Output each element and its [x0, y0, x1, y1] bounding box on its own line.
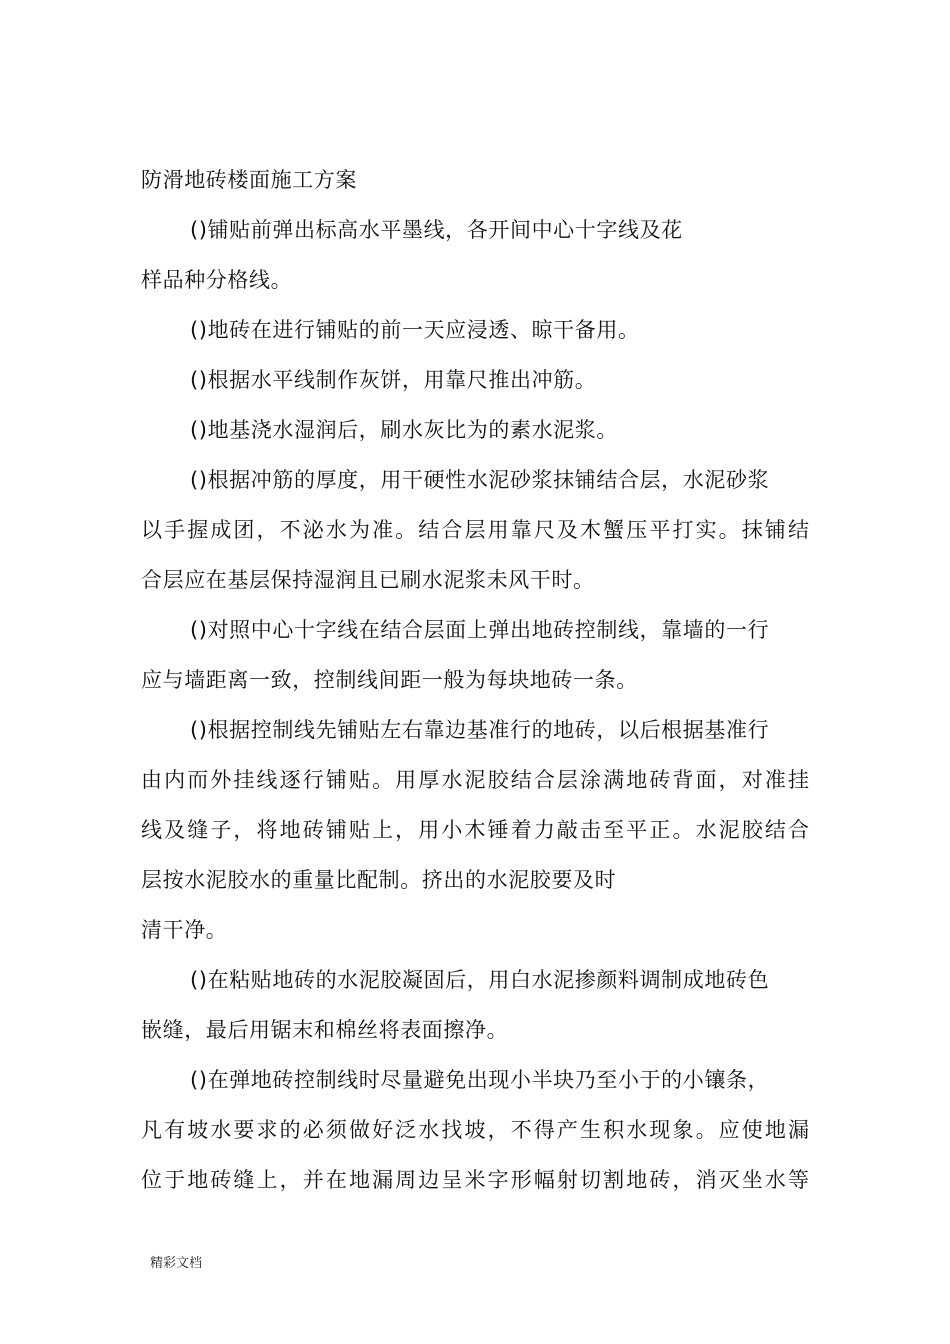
paragraph-line: 清干净。	[141, 918, 228, 942]
paragraph-line: ()对照中心十字线在结合层面上弹出地砖控制线，靠墙的一行	[190, 618, 770, 642]
paragraph-line: ()铺贴前弹出标高水平墨线，各开间中心十字线及花	[190, 218, 683, 242]
paragraph-line: 层按水泥胶水的重量比配制。挤出的水泥胶要及时	[141, 868, 617, 892]
paragraph-line: 线及缝子，将地砖铺贴上，用小木锤着力敲击至平正。水泥胶结合	[141, 818, 809, 842]
paragraph-line: 应与墙距离一致，控制线间距一般为每块地砖一条。	[141, 668, 638, 692]
footer-label: 精彩文档	[150, 1256, 203, 1271]
paragraph-line: 由内而外挂线逐行铺贴。用厚水泥胶结合层涂满地砖背面，对准挂	[141, 768, 809, 792]
paragraph-line: 嵌缝，最后用锯末和棉丝将表面擦净。	[141, 1018, 509, 1042]
paragraph-line: ()在粘贴地砖的水泥胶凝固后，用白水泥掺颜料调制成地砖色	[190, 968, 770, 992]
document-title: 防滑地砖楼面施工方案	[141, 168, 357, 192]
paragraph-line: ()根据控制线先铺贴左右靠边基准行的地砖，以后根据基准行	[190, 718, 770, 742]
paragraph-line: ()地砖在进行铺贴的前一天应浸透、晾干备用。	[190, 318, 640, 342]
paragraph-line: ()在弹地砖控制线时尽量避免出现小半块乃至小于的小镶条，	[190, 1068, 770, 1092]
paragraph-line: ()根据冲筋的厚度，用干硬性水泥砂浆抹铺结合层，水泥砂浆	[190, 468, 770, 492]
paragraph-line: 以手握成团，不泌水为准。结合层用靠尺及木蟹压平打实。抹铺结	[141, 518, 809, 542]
paragraph-line: 凡有坡水要求的必须做好泛水找坡，不得产生积水现象。应使地漏	[141, 1118, 809, 1142]
paragraph-line: ()地基浇水湿润后，刷水灰比为的素水泥浆。	[190, 418, 618, 442]
paragraph-line: 位于地砖缝上，并在地漏周边呈米字形幅射切割地砖，消灭坐水等	[141, 1168, 809, 1192]
paragraph-line: 合层应在基层保持湿润且已刷水泥浆未风干时。	[141, 568, 595, 592]
paragraph-line: 样品种分格线。	[141, 268, 293, 292]
paragraph-line: ()根据水平线制作灰饼，用靠尺推出冲筋。	[190, 368, 597, 392]
